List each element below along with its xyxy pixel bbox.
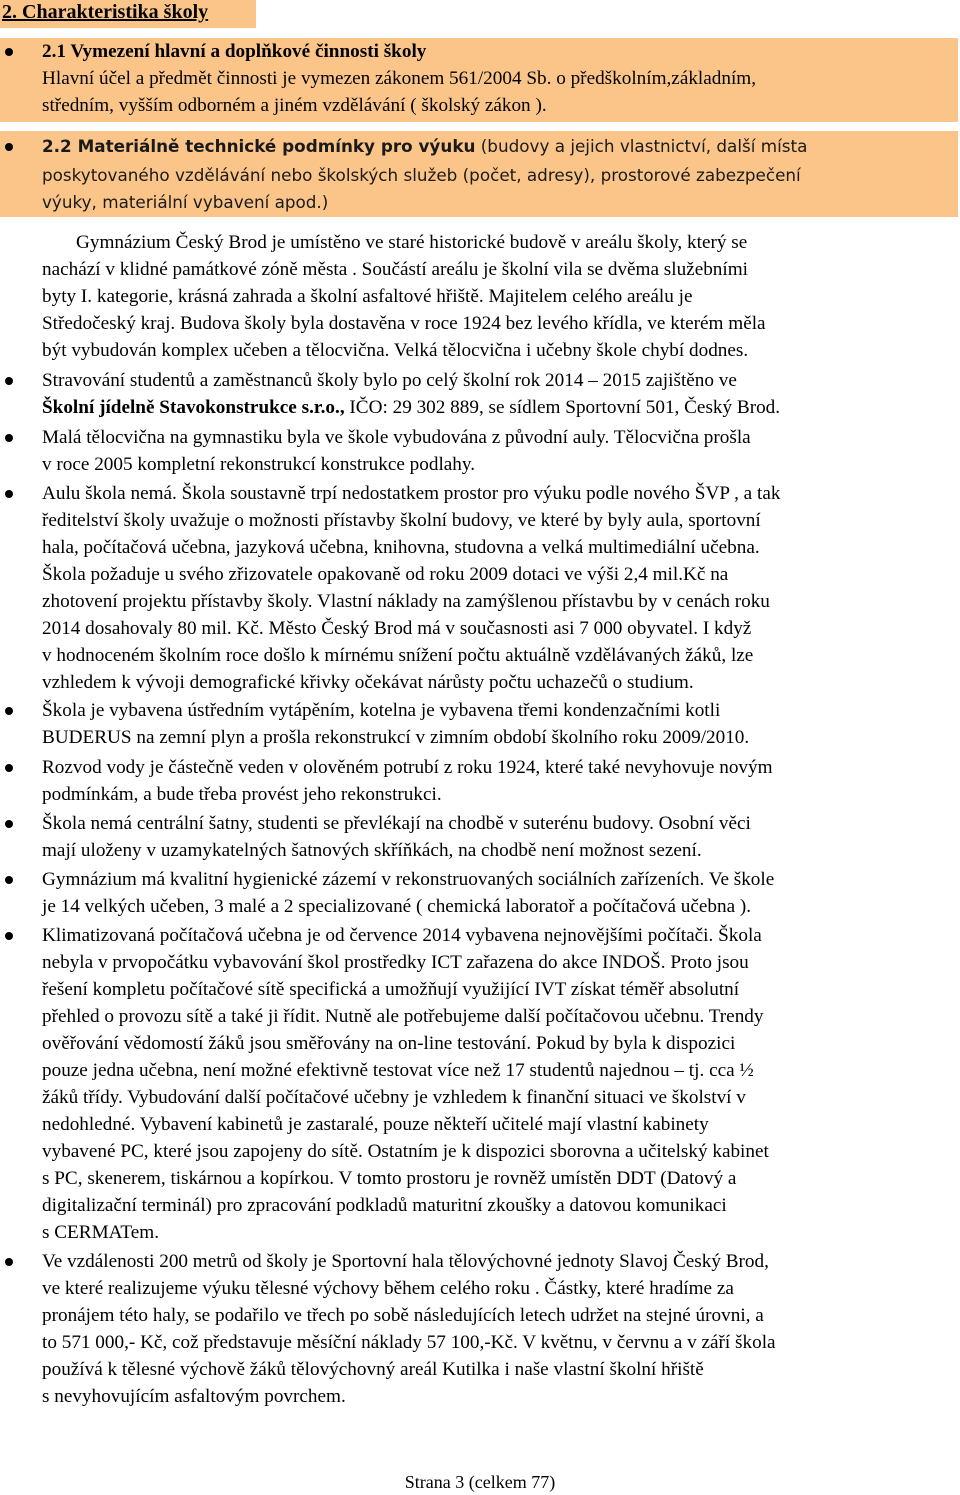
text-line: Škola nemá centrální šatny, studenti se převlékají na chodbě v suterénu budovy. Osobní věci (42, 813, 751, 834)
text-line: nebyla v prvopočátku vybavování škol prostředky ICT zařazena do akce INDOŠ. Proto jsou (42, 952, 749, 973)
text-line: s nevyhovujícím asfaltovým povrchem. (42, 1386, 346, 1407)
text-line: Hlavní účel a předmět činnosti je vymezen zákonem 561/2004 Sb. o předškolním,základním, (42, 68, 757, 89)
bullet-icon (5, 932, 13, 940)
bullet-icon (5, 48, 13, 56)
bullet-icon (5, 434, 13, 442)
text-line: Středočeský kraj. Budova školy byla dostavěna v roce 1924 bez levého křídla, ve kterém měla (42, 313, 766, 334)
text-line: nachází v klidné památkové zóně města . Součástí areálu je školní vila se dvěma služebními (42, 259, 748, 280)
text-line: Gymnázium má kvalitní hygienické zázemí v rekonstruovaných sociálních zařízeních. Ve škole (42, 869, 775, 890)
text-line: nedohledné. Vybavení kabinetů je zastaralé, pouze někteří učitelé mají vlastní kabinety (42, 1114, 709, 1135)
text-line: zhotovení projektu přístavby školy. Vlastní náklady na zamýšlenou přístavbu by v cenách roku (42, 591, 770, 612)
bullet-icon (5, 143, 13, 151)
bullet-icon (5, 876, 13, 884)
text-line (42, 133, 807, 160)
bullet-icon (5, 820, 13, 828)
text-line: středním, vyšším odborném a jiném vzdělávání ( školský zákon ). (42, 95, 547, 116)
text-line: hala, počítačová učebna, jazyková učebna, knihovna, studovna a velká multimediální učebna. (42, 537, 760, 558)
text-line: digitalizační terminál) pro zpracování podkladů maturitní zkoušky a datovou komunikaci (42, 1195, 727, 1216)
text-line: s PC, skenerem, tiskárnou a kopírkou. V tomto prostoru je rovněž umístěn DDT (Datový a (42, 1168, 737, 1189)
bullet-icon (5, 707, 13, 715)
text-line: je 14 velkých učeben, 3 malé a 2 specializované ( chemická laboratoř a počítačová učebna ). (42, 896, 752, 917)
text-line: žáků třídy. Vybudování další počítačové učebny je vzhledem k finanční situaci ve školství v (42, 1087, 746, 1108)
text-line: výuky, materiální vybavení apod.) (42, 192, 329, 212)
text-line: být vybudován komplex učeben a tělocvična. Velká tělocvična i učebny škole chybí dodnes. (42, 340, 749, 361)
text-line: 2.1 Vymezení hlavní a doplňkové činnosti školy (42, 41, 427, 62)
text-line: ověřování vědomostí žáků jsou směřovány na on-line testování. Pokud by byla k dispozici (42, 1033, 736, 1054)
text-line: 2014 dosahovaly 80 mil. Kč. Město Český Brod má v současnosti asi 7 000 obyvatel. I když (42, 618, 752, 639)
text-line: vybavené PC, které jsou zapojeny do sítě. Ostatním je k dispozici sborovna a učitelský kabinet (42, 1141, 769, 1162)
text-line: podmínkám, a bude třeba provést jeho rekonstrukci. (42, 784, 442, 805)
section-heading: 2. Charakteristika školy (2, 1, 209, 23)
text-line: přehled o provozu sítě a také ji řídit. Nutně ale potřebujeme další počítačovou učebnu. Trendy (42, 1006, 764, 1027)
text-line: v roce 2005 kompletní rekonstrukcí konstrukce podlahy. (42, 454, 476, 475)
text-line (42, 394, 780, 421)
text-line: ve které realizujeme výuku tělesné výchovy během celého roku . Částky, které hradíme za (42, 1278, 734, 1299)
text-run: (budovy a jejich vlastnictví, další místa (475, 136, 808, 156)
text-line: Malá tělocvična na gymnastiku byla ve škole vybudována z původní auly. Tělocvična prošla (42, 427, 751, 448)
text-line: používá k tělesné výchově žáků tělovýchovný areál Kutilka i naše vlastní školní hřiště (42, 1359, 704, 1380)
text-line: Škola požaduje u svého zřizovatele opakovaně od roku 2009 dotaci ve výši 2,4 mil.Kč na (42, 564, 729, 585)
text-line: ředitelství školy uvažuje o možnosti přístavby školní budovy, ve které by byly aula, sportovní (42, 510, 761, 531)
text-line: Klimatizovaná počítačová učebna je od července 2014 vybavena nejnovějšími počítači. Škola (42, 925, 762, 946)
bullet-icon (5, 490, 13, 498)
page-footer: Strana 3 (celkem 77) (404, 1472, 556, 1492)
text-line: řešení kompletu počítačové sítě specifická a umožňují využijící IVT získat téměř absolutní (42, 979, 740, 1000)
text-line: mají uloženy v uzamykatelných šatnových skříňkách, na chodbě není možnost sezení. (42, 840, 702, 861)
text-line: pronájem této haly, se podařilo ve třech po sobě následujících letech udržet na stejné úrovni, a (42, 1305, 764, 1326)
text-line: Stravování studentů a zaměstnanců školy bylo po celý školní rok 2014 – 2015 zajištěno ve (42, 370, 737, 391)
text-line: to 571 000,- Kč, což představuje měsíční náklady 57 100,-Kč. V květnu, v červnu a v září škola (42, 1332, 776, 1353)
text-line: Škola je vybavena ústředním vytápěním, kotelna je vybavena třemi kondenzačními kotli (42, 700, 721, 721)
text-line: Rozvod vody je částečně veden v olověném potrubí z roku 1924, které také nevyhovuje novým (42, 757, 773, 778)
section-heading-box (0, 0, 256, 28)
bullet-icon (5, 377, 13, 385)
text-line: poskytovaného vzdělávání nebo školských služeb (počet, adresy), prostorové zabezpečení (42, 165, 801, 185)
text-line: v hodnoceném školním roce došlo k mírnému snížení počtu aktuálně vzdělávaných žáků, lze (42, 645, 754, 666)
text-run: IČO: 29 302 889, se sídlem Sportovní 501, Český Brod. (344, 397, 781, 418)
text-line: byty I. kategorie, krásná zahrada a školní asfaltové hřiště. Majitelem celého areálu je (42, 286, 693, 307)
text-line: pouze jedna učebna, není možné efektivně testovat více než 17 studentů najednou – tj. cca ½ (42, 1060, 754, 1081)
text-line: Gymnázium Český Brod je umístěno ve staré historické budově v areálu školy, který se (76, 232, 748, 253)
text-run: 2.2 Materiálně technické podmínky pro výuku (42, 136, 476, 156)
bullet-icon (5, 1258, 13, 1266)
text-line: s CERMATem. (42, 1222, 159, 1243)
text-run: Školní jídelně Stavokonstrukce s.r.o., (42, 397, 345, 418)
text-line: Aulu škola nemá. Škola soustavně trpí nedostatkem prostor pro výuku podle nového ŠVP , a tak (42, 483, 781, 504)
bullet-icon (5, 764, 13, 772)
text-line: BUDERUS na zemní plyn a prošla rekonstrukcí v zimním období školního roku 2009/2010. (42, 727, 750, 748)
text-line: Ve vzdálenosti 200 metrů od školy je Sportovní hala tělovýchovné jednoty Slavoj Český Brod, (42, 1251, 769, 1272)
text-line: vzhledem k vývoji demografické křivky očekávat nárůsty počtu uchazečů o studium. (42, 672, 694, 693)
